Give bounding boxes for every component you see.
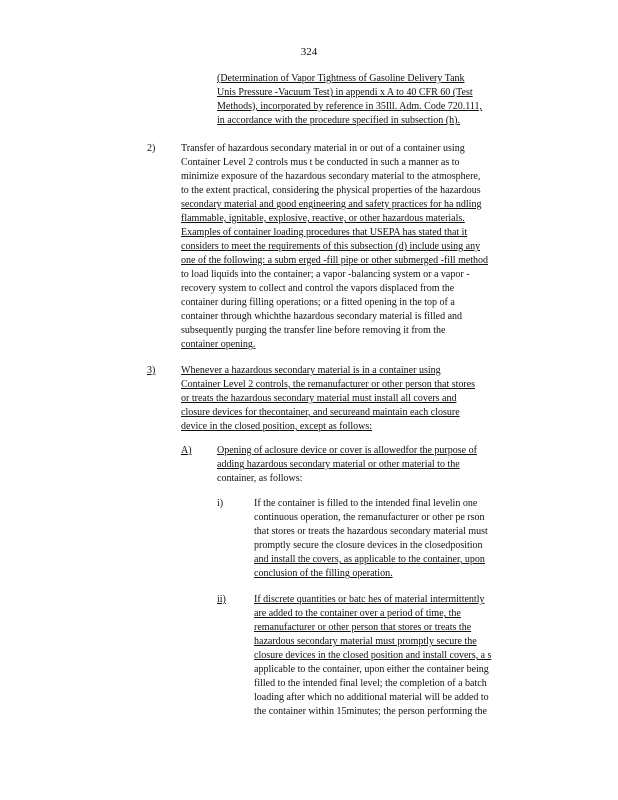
item-label: 3) bbox=[147, 365, 156, 376]
text-line: container during filling operations; or a fitted opening in the top of a bbox=[181, 297, 455, 308]
text-line: device in the closed position, except as follows: bbox=[181, 421, 373, 432]
text-line: to load liquids into the container; a vapor -balancing system or a vapor - bbox=[181, 269, 470, 280]
text-line: Container Level 2 controls, the remanufacturer or other person that stores bbox=[181, 379, 476, 390]
text-line: in accordance with the procedure specified in subsection (h). bbox=[217, 115, 460, 126]
text-line: closure devices in the closed position and install covers, a s bbox=[254, 650, 492, 661]
text-line: Whenever a hazardous secondary material is in a container using bbox=[181, 365, 441, 376]
text-line: Transfer of hazardous secondary material in or out of a container using bbox=[181, 143, 465, 154]
text-line: conclusion of the filling operation. bbox=[254, 568, 393, 579]
text-line: hazardous secondary material must promptly secure the bbox=[254, 636, 477, 647]
text-line: continuous operation, the remanufacturer or other pe rson bbox=[254, 512, 485, 523]
text-line: secondary material and good engineering and safety practices for ha ndling bbox=[181, 199, 482, 210]
text-line: (Determination of Vapor Tightness of Gasoline Delivery Tank bbox=[217, 73, 465, 84]
text-line: flammable, ignitable, explosive, reactive, or other hazardous materials. bbox=[181, 213, 465, 224]
text-line: container opening. bbox=[181, 339, 256, 350]
text-line: are added to the container over a period of time, the bbox=[254, 608, 461, 619]
text-line: recovery system to collect and control the vapors displaced from the bbox=[181, 283, 455, 294]
text-line: remanufacturer or other person that stores or treats the bbox=[254, 622, 472, 633]
text-line: container, as follows: bbox=[217, 473, 303, 484]
text-line: promptly secure the closure devices in the closedposition bbox=[254, 540, 483, 551]
item-label: ii) bbox=[217, 594, 226, 605]
text-line: If discrete quantities or batc hes of material intermittently bbox=[254, 594, 485, 605]
item-label: A) bbox=[181, 445, 192, 456]
text-line: considers to meet the requirements of this subsection (d) include using any bbox=[181, 241, 481, 252]
text-line: Examples of container loading procedures that USEPA has stated that it bbox=[181, 227, 468, 238]
text-line: Container Level 2 controls mus t be conducted in such a manner as to bbox=[181, 157, 460, 168]
text-line: loading after which no additional material will be added to bbox=[254, 692, 489, 703]
text-line: Unis Pressure -Vacuum Test) in appendi x A to 40 CFR 60 (Test bbox=[217, 87, 473, 98]
text-line: the container within 15minutes; the person performing the bbox=[254, 706, 487, 717]
text-line: Methods), incorporated by reference in 35Ill. Adm. Code 720.111, bbox=[217, 101, 483, 112]
text-line: minimize exposure of the hazardous secondary material to the atmosphere, bbox=[181, 171, 481, 182]
text-line: closure devices for thecontainer, and secureand maintain each closure bbox=[181, 407, 460, 418]
text-line: container through whichthe hazardous secondary material is filled and bbox=[181, 311, 463, 322]
text-line: that stores or treats the hazardous secondary material must bbox=[254, 526, 488, 537]
text-line: applicable to the container, upon either the container being bbox=[254, 664, 489, 675]
text-line: Opening of aclosure device or cover is allowedfor the purpose of bbox=[217, 445, 477, 456]
text-line: and install the covers, as applicable to the container, upon bbox=[254, 554, 485, 565]
text-line: or treats the hazardous secondary material must install all covers and bbox=[181, 393, 457, 404]
text-line: adding hazardous secondary material or other material to the bbox=[217, 459, 460, 470]
item-label: i) bbox=[217, 498, 224, 509]
text-line: to the extent practical, considering the physical properties of the hazardous bbox=[181, 185, 481, 196]
text-line: filled to the intended final level; the completion of a batch bbox=[254, 678, 487, 689]
text-line: If the container is filled to the intended final levelin one bbox=[254, 498, 478, 509]
page-number: 324 bbox=[300, 46, 318, 58]
item-label: 2) bbox=[147, 143, 156, 154]
text-line: one of the following: a subm erged -fill pipe or other submerged -fill method bbox=[181, 255, 489, 266]
text-line: subsequently purging the transfer line before removing it from the bbox=[181, 325, 446, 336]
